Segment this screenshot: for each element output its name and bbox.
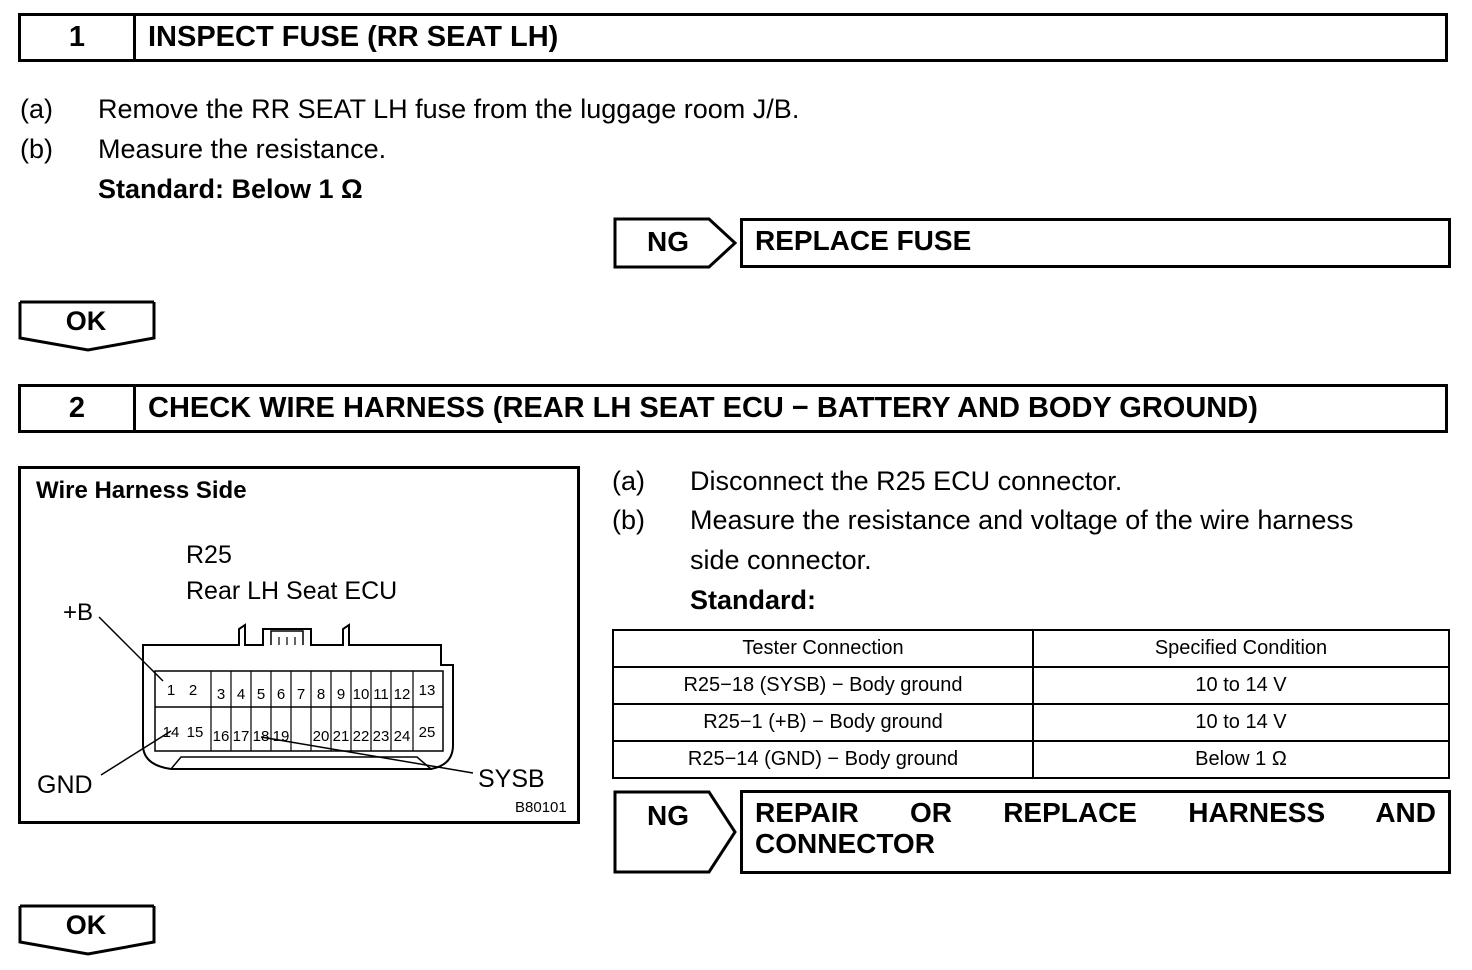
item-label: (a)	[612, 466, 645, 496]
table-cell: Below 1 Ω	[1033, 741, 1449, 778]
pin-label: 22	[352, 728, 370, 745]
connector-id: R25	[186, 541, 232, 569]
label-plus-b: +B	[63, 599, 94, 626]
step-2-standard: Standard:	[690, 585, 817, 615]
pin-label: 1	[166, 682, 176, 699]
pin-label: 20	[312, 728, 330, 745]
pin-label: 24	[393, 728, 411, 745]
table-cell: 10 to 14 V	[1033, 704, 1449, 741]
pin-label: 7	[296, 686, 306, 703]
spec-table	[612, 629, 1450, 779]
table-cell: R25−14 (GND) − Body ground	[613, 741, 1033, 778]
table-row	[613, 741, 1449, 778]
label-gnd: GND	[37, 771, 93, 799]
connector-drawing	[21, 469, 577, 821]
pin-label: 5	[256, 686, 266, 703]
table-header: Tester Connection	[613, 630, 1033, 667]
pin-label: 6	[276, 686, 286, 703]
table-header-row	[613, 630, 1449, 667]
step-2-header	[18, 384, 1448, 433]
pin-label: 9	[336, 686, 346, 703]
step-2-item-b	[612, 505, 1353, 536]
step-2-item-b-cont: side connector.	[690, 545, 872, 575]
item-text: Remove the RR SEAT LH fuse from the luggage room J/B.	[98, 94, 800, 124]
step-1-item-b	[20, 134, 386, 165]
item-text: Disconnect the R25 ECU connector.	[690, 466, 1123, 496]
ok-arrow-step-2	[18, 904, 158, 958]
ok-label: OK	[65, 306, 107, 336]
table-header: Specified Condition	[1033, 630, 1449, 667]
connector-name: Rear LH Seat ECU	[186, 577, 398, 605]
step-2-number: 2	[21, 387, 136, 430]
pin-label: 2	[188, 682, 198, 699]
step-1-title: INSPECT FUSE (RR SEAT LH)	[148, 21, 559, 53]
step-2-title: CHECK WIRE HARNESS (REAR LH SEAT ECU − BATTERY AND BODY GROUND)	[148, 392, 1258, 424]
connector-diagram	[18, 466, 580, 824]
figure-code: B80101	[515, 799, 567, 816]
pin-label: 16	[212, 728, 230, 745]
pin-label: 11	[373, 686, 389, 703]
pin-label: 21	[332, 728, 350, 745]
pin-label: 13	[418, 682, 436, 699]
table-cell: R25−1 (+B) − Body ground	[613, 704, 1033, 741]
ok-label: OK	[65, 910, 107, 940]
pin-label: 12	[393, 686, 411, 703]
step-1-item-a	[20, 94, 799, 125]
pin-label: 18	[252, 728, 270, 745]
item-text: Measure the resistance.	[98, 134, 387, 164]
step-1-header	[18, 13, 1448, 62]
pin-label: 3	[216, 686, 226, 703]
table-cell: 10 to 14 V	[1033, 667, 1449, 704]
step-1-standard: Standard: Below 1 Ω	[98, 174, 363, 204]
pin-label: 23	[372, 728, 390, 745]
ok-arrow-step-1	[18, 300, 158, 354]
item-label: (b)	[20, 134, 53, 164]
pin-label: 14	[162, 724, 180, 741]
item-label: (a)	[20, 94, 53, 124]
pin-label: 17	[232, 728, 250, 745]
diagram-heading: Wire Harness Side	[36, 477, 247, 504]
item-text: Measure the resistance and voltage of the wire harness	[690, 505, 1354, 535]
ng-action-line-1: REPAIR OR REPLACE HARNESS AND	[755, 797, 1436, 828]
pin-label: 15	[186, 724, 204, 741]
table-row	[613, 667, 1449, 704]
step-1-number: 1	[21, 16, 136, 59]
ng-action-replace-fuse: REPLACE FUSE	[740, 218, 1451, 268]
table-cell: R25−18 (SYSB) − Body ground	[613, 667, 1033, 704]
pin-label: 19	[272, 728, 290, 745]
item-label: (b)	[612, 505, 645, 535]
ng-action-repair-harness	[740, 790, 1451, 874]
step-2-item-a	[612, 466, 1122, 497]
pin-label: 8	[316, 686, 326, 703]
ng-label: NG	[647, 800, 689, 831]
pin-label: 25	[418, 724, 436, 741]
ng-action-line-2: CONNECTOR	[755, 828, 935, 859]
ng-label: NG	[647, 226, 689, 257]
pin-label: 4	[236, 686, 246, 703]
label-sysb: SYSB	[478, 765, 545, 793]
pin-label: 10	[352, 686, 370, 703]
table-row	[613, 704, 1449, 741]
